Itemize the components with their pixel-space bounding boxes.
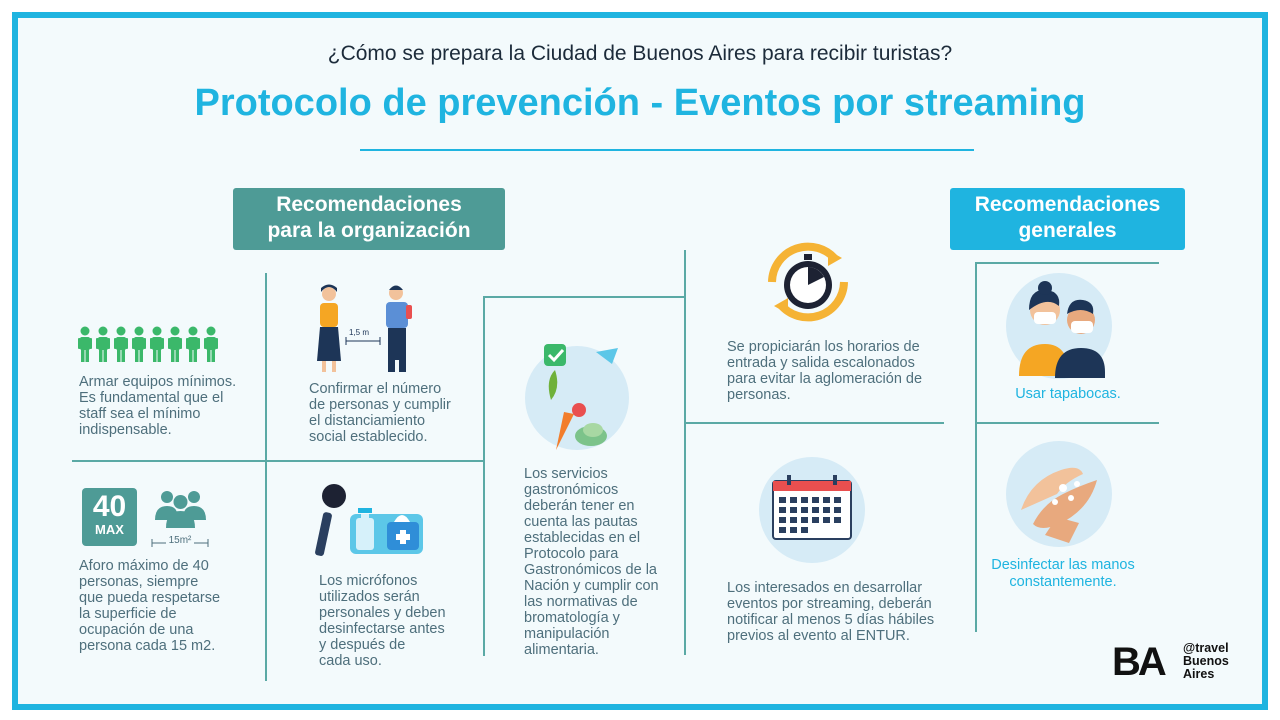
food-line: alimentaria. xyxy=(524,642,599,658)
capacity-line: persona cada 15 m2. xyxy=(79,638,216,654)
hands-line: constantemente. xyxy=(1009,574,1117,590)
masks-text: Usar tapabocas. xyxy=(1015,386,1121,402)
ba-logo-mark: BA xyxy=(1112,640,1164,684)
divider-horizontal-3 xyxy=(684,422,944,424)
food-line: bromatología y xyxy=(524,610,620,626)
section-badge-general xyxy=(950,188,1185,250)
teams-line: staff sea el mínimo xyxy=(79,406,201,422)
food-line: Gastronómicos de la xyxy=(524,562,657,578)
hands-line: Desinfectar las manos xyxy=(991,557,1135,573)
notify-line: Los interesados en desarrollar xyxy=(727,580,923,596)
divider-vertical-1 xyxy=(265,273,267,681)
capacity-line: la superficie de xyxy=(79,606,177,622)
food-line: Protocolo para xyxy=(524,546,619,562)
food-line: Los servicios xyxy=(524,466,608,482)
food-line: Nación y cumplir con xyxy=(524,578,659,594)
area-label: 15m² xyxy=(168,535,192,546)
schedules-line: Se propiciarán los horarios de xyxy=(727,339,920,355)
microphone-sanitizer-illustration xyxy=(312,482,427,560)
section-badge-general-line2: generales xyxy=(1018,219,1117,242)
logo-line: Buenos xyxy=(1183,654,1229,668)
divider-vertical-3 xyxy=(684,250,686,655)
capacity-text xyxy=(79,558,259,654)
notify-line: previos al evento al ENTUR. xyxy=(727,628,910,644)
section-badge-organization-line2: para la organización xyxy=(267,219,471,242)
food-safety-illustration xyxy=(521,340,633,452)
food-line: gastronómicos xyxy=(524,482,619,498)
microphones-text xyxy=(319,573,479,669)
schedules-line: entrada y salida escalonados xyxy=(727,355,915,371)
capacity-line: Aforo máximo de 40 xyxy=(79,558,209,574)
teams-text xyxy=(79,374,259,438)
page-title: Protocolo de prevención - Eventos por streaming xyxy=(194,82,1086,124)
distancing-line: Confirmar el número xyxy=(309,381,442,397)
capacity-icon xyxy=(82,488,137,546)
team-people-icon xyxy=(78,326,228,364)
teams-line: indispensable. xyxy=(79,422,172,438)
distance-label: 1,5 m xyxy=(349,328,370,337)
title-divider xyxy=(360,149,974,151)
teams-line: Armar equipos mínimos. xyxy=(79,374,237,390)
logo-line: Aires xyxy=(1183,667,1215,681)
stopwatch-cycle-icon xyxy=(762,240,854,324)
food-line: manipulación xyxy=(524,626,610,642)
teams-line: Es fundamental que el xyxy=(79,390,224,406)
calendar-illustration xyxy=(757,455,867,565)
masked-people-illustration xyxy=(1005,272,1113,380)
microphones-line: personales y deben xyxy=(319,605,446,621)
divider-vertical-2 xyxy=(483,296,485,656)
food-line: deberán tener en xyxy=(524,498,635,514)
ba-logo-text xyxy=(1183,642,1229,681)
group-people-icon xyxy=(153,488,208,530)
handwashing-illustration xyxy=(1005,440,1113,548)
hands-text xyxy=(978,557,1148,591)
distancing-line: de personas y cumplir xyxy=(309,397,451,413)
divider-horizontal-4b xyxy=(975,422,1159,424)
section-badge-organization-line1: Recomendaciones xyxy=(276,193,462,216)
capacity-line: que pueda respetarse xyxy=(79,590,221,606)
distancing-line: social establecido. xyxy=(309,429,428,445)
distancing-line: el distanciamiento xyxy=(309,413,426,429)
microphones-line: y después de xyxy=(319,637,406,653)
supertitle: ¿Cómo se prepara la Ciudad de Buenos Aires para recibir turistas? xyxy=(327,42,953,65)
area-measure xyxy=(150,534,210,550)
food-line: establecidas en el xyxy=(524,530,641,546)
food-text xyxy=(524,466,679,658)
microphones-line: desinfectarse antes xyxy=(319,621,445,637)
microphones-line: Los micrófonos xyxy=(319,573,418,589)
divider-vertical-4 xyxy=(975,262,977,632)
schedules-text xyxy=(727,339,937,403)
notify-line: notificar al menos 5 días hábiles xyxy=(727,612,935,628)
capacity-line: ocupación de una xyxy=(79,622,194,638)
capacity-number: 40 xyxy=(92,490,127,523)
divider-horizontal-2 xyxy=(483,296,685,298)
divider-horizontal-4a xyxy=(975,262,1159,264)
capacity-max-label: MAX xyxy=(95,522,124,537)
notify-text xyxy=(727,580,942,644)
schedules-line: personas. xyxy=(727,387,791,403)
logo-line: @travel xyxy=(1183,641,1229,655)
food-line: cuenta las pautas xyxy=(524,514,638,530)
distancing-text xyxy=(309,381,479,445)
microphones-line: cada uso. xyxy=(319,653,382,669)
section-badge-general-line1: Recomendaciones xyxy=(974,193,1161,216)
food-line: las normativas de xyxy=(524,594,638,610)
microphones-line: utilizados serán xyxy=(319,589,420,605)
schedules-line: para evitar la aglomeración de xyxy=(727,371,923,387)
section-badge-organization xyxy=(233,188,505,250)
divider-horizontal-1 xyxy=(72,460,484,462)
notify-line: eventos por streaming, deberán xyxy=(727,596,932,612)
capacity-line: personas, siempre xyxy=(79,574,199,590)
